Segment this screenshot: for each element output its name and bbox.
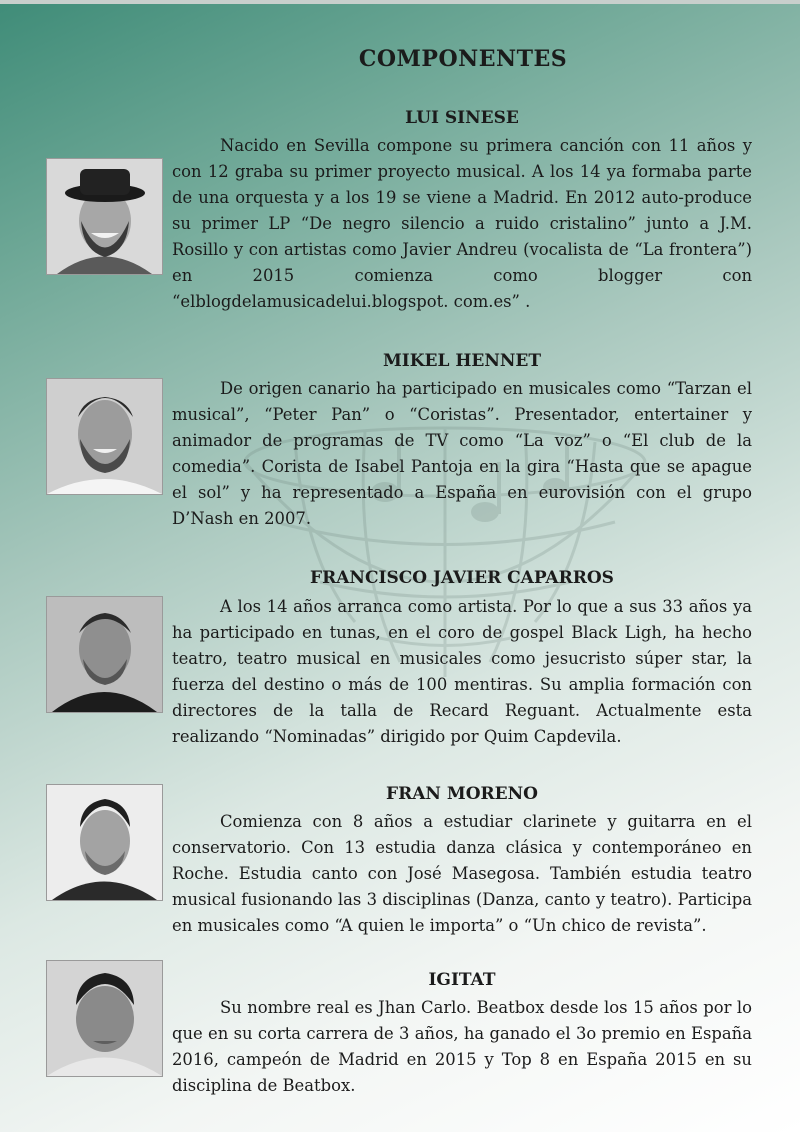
member-photo	[46, 784, 163, 901]
member-bio: A los 14 años arranca como artista. Por lo que a sus 33 años ya ha participado en tunas, en el coro de gospel Black Ligh, ha hecho teatro, teatro musical en musicales como jesucristo súper star, la fuerza del destino o más de 100 mentiras. Su amplia formación con directores de la talla de Recard Reguant. Actualmente esta realizando “Nominadas” dirigido por Quim Capdevila.	[172, 597, 752, 746]
top-band	[0, 0, 800, 4]
member-photo	[46, 596, 163, 713]
page-title: COMPONENTES	[358, 46, 568, 72]
member-name: IGITAT	[428, 970, 496, 990]
member-photo	[46, 158, 163, 275]
member-name: FRANCISCO JAVIER CAPARROS	[310, 568, 614, 588]
member-bio: Comienza con 8 años a estudiar clarinete y guitarra en el conservatorio. Con 13 estudia danza clásica y contemporáneo en Roche. Estudia canto con José Masegosa. También estudia teatro musical fusionando las 3 disciplinas (Danza, canto y teatro). Participa en musicales como “A quien le importa” o “Un chico de revista”.	[172, 812, 752, 935]
member-name: LUI SINESE	[405, 108, 519, 128]
member-photo	[46, 960, 163, 1077]
member-bio: Su nombre real es Jhan Carlo. Beatbox desde los 15 años por lo que en su corta carrera de 3 años, ha ganado el 3o premio en España 2016, campeón de Madrid en 2015 y Top 8 en España 2015 en su disciplina de Beatbox.	[172, 998, 752, 1095]
member-bio: Nacido en Sevilla compone su primera canción con 11 años y con 12 graba su primer proyecto musical. A los 14 ya formaba parte de una orquesta y a los 19 se viene a Madrid. En 2012 auto-produce su primer LP “De negro silencio a ruido cristalino” junto a J.M. Rosillo y con artistas como Javier Andreu (vocalista de “La frontera”) en 2015 comienza como blogger con “elblogdelamusicadelui.blogspot. com.es” .	[172, 136, 752, 311]
member-name: MIKEL HENNET	[382, 351, 542, 371]
member-bio: De origen canario ha participado en musicales como “Tarzan el musical”, “Peter Pan” o “Coristas”. Presentador, entertainer y animador de programas de TV como “La voz” o “El club de la comedia”. Corista de Isabel Pantoja en la gira “Hasta que se apague el sol” y ha representado a España en eurovisión con el grupo D’Nash en 2007.	[172, 379, 752, 528]
member-name: FRAN MORENO	[386, 784, 538, 804]
member-photo	[46, 378, 163, 495]
